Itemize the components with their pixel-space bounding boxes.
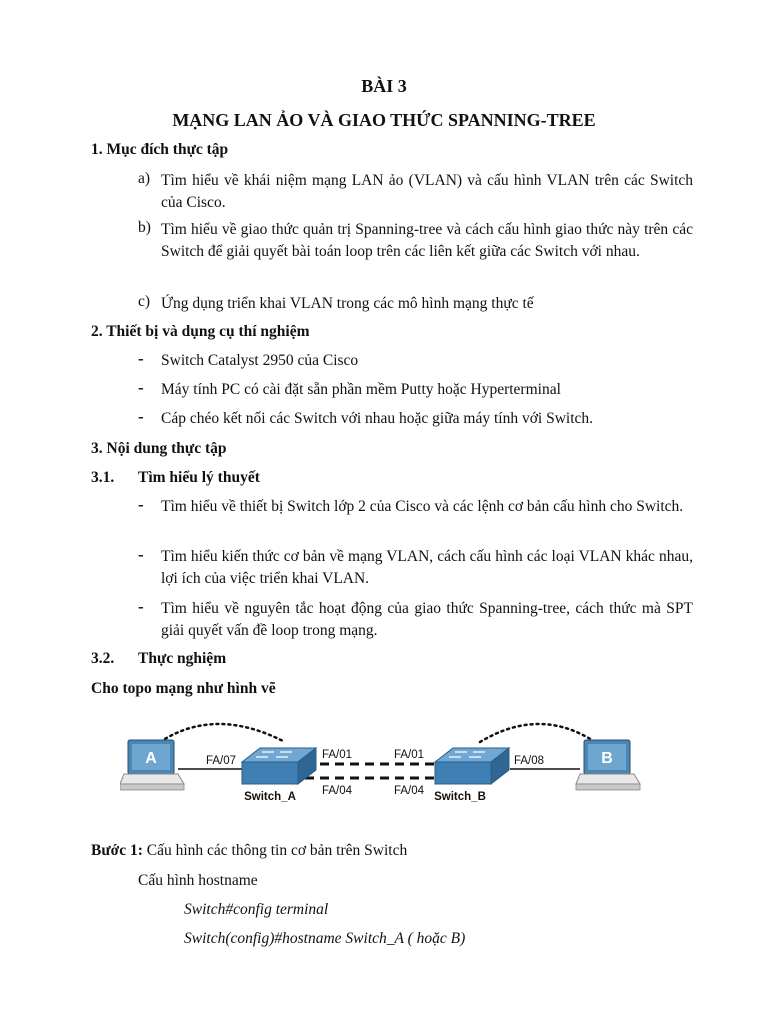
list-item: Tìm hiểu về nguyên tắc hoạt động của giao thức Spanning-tree, cách thức mà SPT giải quyết vấn đề loop trong mạng. xyxy=(161,600,693,639)
console-cable-a xyxy=(160,724,285,742)
bullet-dash: - xyxy=(138,495,144,514)
switch-b-icon xyxy=(435,748,509,784)
subsection-title: Thực nghiệm xyxy=(138,650,227,667)
step-subheading: Cấu hình hostname xyxy=(138,872,258,889)
list-item: Switch Catalyst 2950 của Cisco xyxy=(161,352,359,369)
port-label: FA/08 xyxy=(514,755,545,767)
list-marker: b) xyxy=(138,219,151,236)
port-label: FA/07 xyxy=(206,755,237,767)
port-label: FA/04 xyxy=(322,785,353,797)
list-item: Tìm hiểu kiến thức cơ bản về mạng VLAN, cách cấu hình các loại VLAN khác nhau, lợi ích của việc triển khai VLAN. xyxy=(161,548,693,587)
command-line: Switch#config terminal xyxy=(184,901,329,918)
command-line: Switch(config)#hostname Switch_A ( hoặc B) xyxy=(184,930,466,947)
list-item: Máy tính PC có cài đặt sẵn phần mềm Putty hoặc Hyperterminal xyxy=(161,381,561,398)
subsection-number: 3.2. xyxy=(91,650,115,667)
bullet-dash: - xyxy=(138,378,144,397)
port-label: FA/04 xyxy=(394,785,425,797)
switch-a-label: Switch_A xyxy=(244,791,296,803)
subsection-number: 3.1. xyxy=(91,469,115,486)
switch-b-label: Switch_B xyxy=(434,791,486,803)
topology-caption: Cho topo mạng như hình vẽ xyxy=(91,680,276,697)
bullet-dash: - xyxy=(138,597,144,616)
pc-a-label: A xyxy=(145,750,157,767)
bullet-dash: - xyxy=(138,407,144,426)
section-heading-3: 3. Nội dung thực tập xyxy=(91,440,227,457)
list-marker: a) xyxy=(138,170,151,187)
console-cable-b xyxy=(480,724,595,742)
port-label: FA/01 xyxy=(322,749,353,761)
network-topology-diagram xyxy=(120,712,650,812)
bullet-dash: - xyxy=(138,545,144,564)
step-1 xyxy=(91,840,407,862)
section-heading-2: 2. Thiết bị và dụng cụ thí nghiệm xyxy=(91,323,310,340)
list-item: Tìm hiểu về khái niệm mạng LAN ảo (VLAN) và cấu hình VLAN trên các Switch của Cisco. xyxy=(161,172,693,211)
pc-b-label: B xyxy=(601,750,613,767)
lesson-number: BÀI 3 xyxy=(361,76,407,96)
list-item: Ứng dụng triển khai VLAN trong các mô hình mạng thực tế xyxy=(161,295,534,312)
list-marker: c) xyxy=(138,293,151,310)
list-item: Tìm hiểu về giao thức quản trị Spanning-tree và cách cấu hình giao thức này trên các Switch để giải quyết bài toán loop trên các liên kết giữa các Switch với nhau. xyxy=(161,221,693,260)
section-heading-1: 1. Mục đích thực tập xyxy=(91,141,229,158)
port-label: FA/01 xyxy=(394,749,425,761)
step-label: Bước 1: xyxy=(91,842,143,859)
list-item: Tìm hiểu về thiết bị Switch lớp 2 của Cisco và các lệnh cơ bản cấu hình cho Switch. xyxy=(161,498,684,515)
subsection-title: Tìm hiểu lý thuyết xyxy=(138,469,260,486)
page-title: MẠNG LAN ẢO VÀ GIAO THỨC SPANNING-TREE xyxy=(172,110,596,130)
step-text: Cấu hình các thông tin cơ bản trên Switch xyxy=(142,842,408,859)
bullet-dash: - xyxy=(138,349,144,368)
list-item: Cáp chéo kết nối các Switch với nhau hoặc giữa máy tính với Switch. xyxy=(161,410,594,427)
switch-a-icon xyxy=(242,748,316,784)
